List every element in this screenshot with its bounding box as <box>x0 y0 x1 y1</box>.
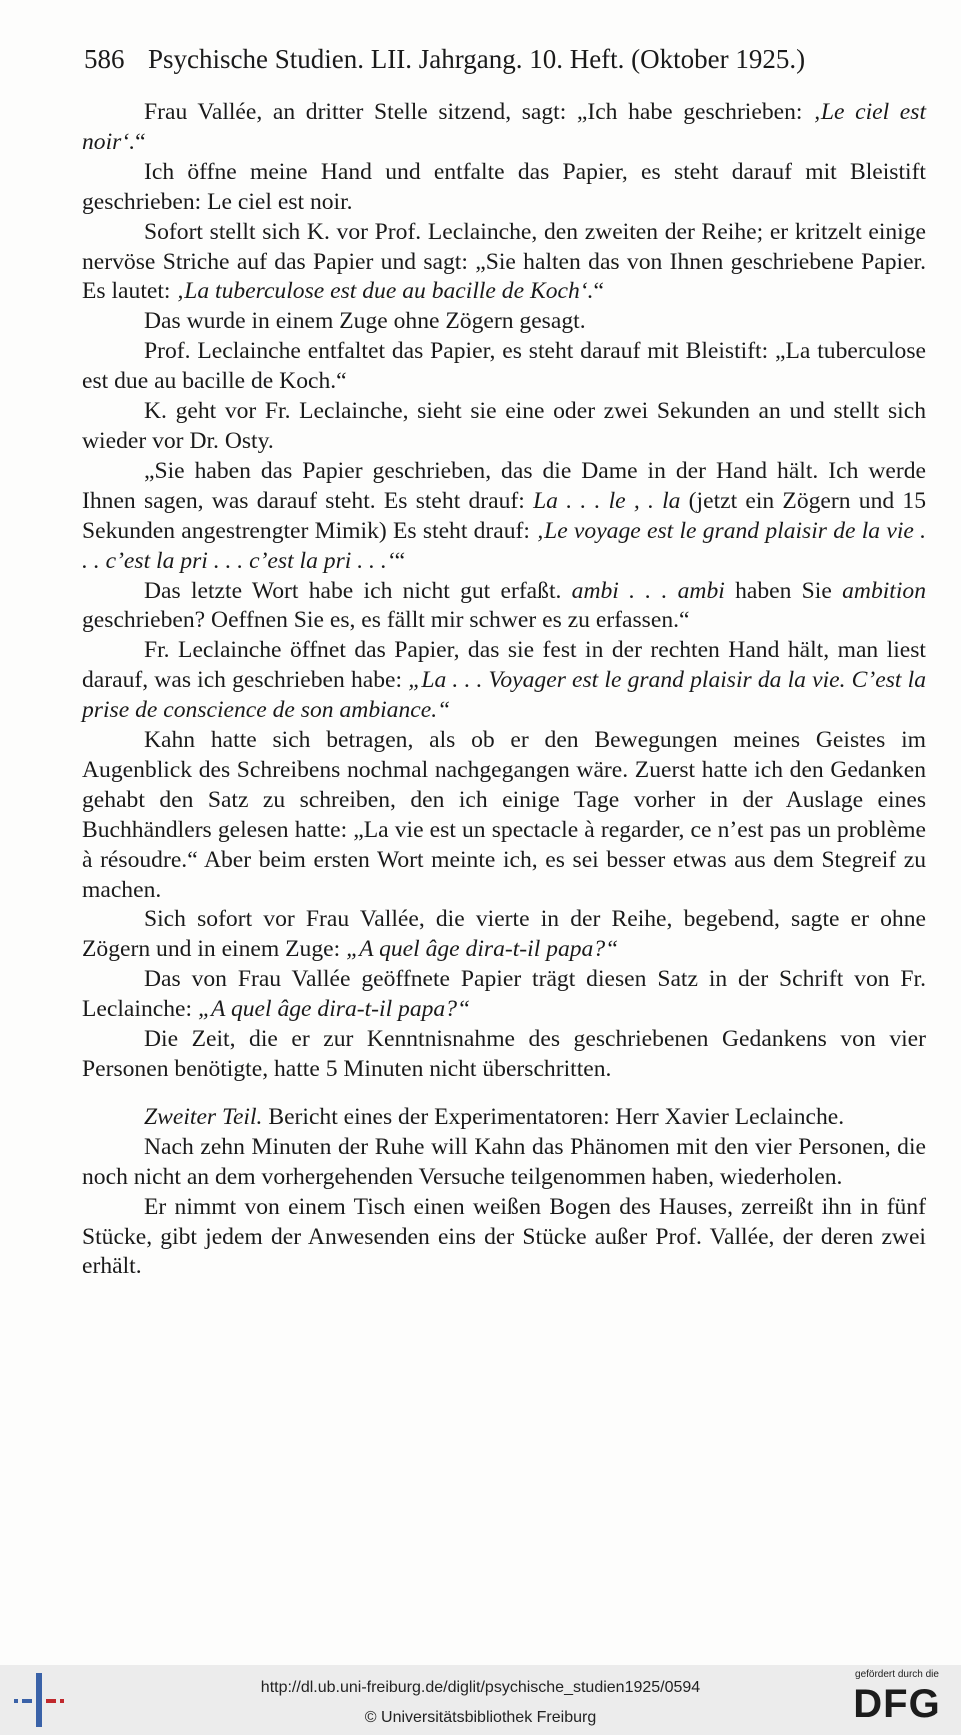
paragraph <box>82 98 926 158</box>
text-run: K. geht vor Fr. Leclainche, sieht sie eine oder zwei Sekunden an und stellt sich wieder vor Dr. Osty. <box>82 398 926 454</box>
text-run: Die Zeit, die er zur Kenntnisnahme des geschriebenen Gedankens von vier Personen benötigte, hatte 5 Minuten nicht überschritten. <box>82 1026 926 1082</box>
text-run: “ <box>135 128 146 155</box>
text-run: Fr. Leclainche öffnet das Papier, das sie fest in der rechten Hand hält, man liest darauf, was ich geschrieben habe: <box>82 637 926 694</box>
text-run: “ <box>394 547 406 574</box>
text-run: geschrieben? Oeffnen Sie es, es fällt mir schwer es zu erfassen.“ <box>82 607 690 634</box>
paragraph <box>82 158 926 218</box>
italic-run: „A quel âge dira-t-il papa?“ <box>346 936 619 963</box>
text-run: „Sie haben das Papier geschrieben, das die Dame in der Hand hält. Ich werde Ihnen sagen, was darauf steht. Es steht drauf: <box>82 457 926 514</box>
italic-run: ambi . . . ambi <box>571 577 725 604</box>
paragraph <box>82 905 926 965</box>
italic-run: ‚Le voyage est le grand plaisir de la vie . . . c’est la pri . . . c’est la pri . . .‘ <box>82 517 927 574</box>
text-run: “ <box>593 278 605 305</box>
dfg-logo <box>845 1669 949 1731</box>
paragraph <box>82 1193 926 1283</box>
paragraph <box>82 218 926 308</box>
italic-run: „A quel âge dira-t-il papa?“ <box>197 996 471 1023</box>
paragraph <box>82 397 926 457</box>
paragraph <box>82 1103 926 1133</box>
italic-run: ‚Le ciel est noir‘. <box>82 99 926 155</box>
italic-run: ambition <box>842 577 927 604</box>
permalink[interactable]: http://dl.ub.uni-freiburg.de/diglit/psychische_studien1925/0594 <box>260 1679 701 1696</box>
text-run: Nach zehn Minuten der Ruhe will Kahn das Phänomen mit den vier Personen, die noch nicht an dem vorhergehenden Versuche teilgenommen haben, wiederholen. <box>82 1133 926 1190</box>
text-run: (jetzt ein Zögern und 15 Sekunden angestrengter Mimik) Es steht drauf: <box>82 487 926 544</box>
paragraph <box>82 457 926 577</box>
paragraph <box>82 577 926 637</box>
footer-bar <box>0 1665 961 1735</box>
running-header <box>84 44 874 75</box>
italic-run: ‚La tuberculose est due au bacille de Koch‘. <box>176 278 594 305</box>
page-number: 586 <box>84 44 125 74</box>
paragraph <box>82 965 926 1025</box>
italic-run: „La . . . Voyager est le grand plaisir da la vie. C’est la prise de conscience de son ambiance.“ <box>82 667 926 724</box>
text-run: Sofort stellt sich K. vor Prof. Leclainche, den zweiten der Reihe; er kritzelt einige nervöse Striche auf das Papier und sagt: „Sie halten das von Ihnen geschriebene Papier. Es lautet: <box>82 218 926 305</box>
dfg-wordmark: DFG <box>853 1682 941 1726</box>
funder-caption: gefördert durch die <box>855 1669 939 1680</box>
paragraph <box>82 1025 926 1085</box>
italic-run: Zweiter Teil. <box>144 1103 263 1130</box>
paragraph <box>82 726 926 905</box>
paragraph <box>82 337 926 397</box>
text-run: Das wurde in einem Zuge ohne Zögern gesagt. <box>144 308 586 335</box>
paragraph <box>82 636 926 726</box>
text-run: Ich öffne meine Hand und entfalte das Papier, es steht darauf mit Bleistift geschrieben: Le ciel est noir. <box>82 158 926 215</box>
copyright-notice: © Universitätsbibliothek Freiburg <box>364 1709 597 1726</box>
text-run: Kahn hatte sich betragen, als ob er den Bewegungen meines Geistes im Augenblick des Schreibens nochmal nachgegangen wäre. Zuerst hatte ich den Gedanken gehabt den Satz zu schreiben, den ich einige Tage vorher in der Auslage eines Buchhändlers gelesen hatte: „La vie est un spectacle à regarder, ce n’est pas un problème à résoudre.“ Aber beim ersten Wort meinte ich, es sei besser etwas aus dem Stegreif zu machen. <box>82 727 926 903</box>
text-run: Das von Frau Vallée geöffnete Papier trägt diesen Satz in der Schrift von Fr. Leclainche: <box>82 966 926 1023</box>
text-run: Frau Vallée, an dritter Stelle sitzend, sagt: „Ich habe geschrieben: <box>144 99 814 125</box>
italic-run: La . . . le , . la <box>533 487 681 514</box>
text-run: Sich sofort vor Frau Vallée, die vierte in der Reihe, begebend, sagte er ohne Zögern und in einem Zuge: <box>82 906 926 963</box>
text-run: Das letzte Wort habe ich nicht gut erfaßt. <box>144 577 572 604</box>
running-title: Psychische Studien. LII. Jahrgang. 10. Heft. (Oktober 1925.) <box>148 44 806 74</box>
body-text <box>82 98 926 1282</box>
text-run: Er nimmt von einem Tisch einen weißen Bogen des Hauses, zerreißt ihn in fünf Stücke, gibt jedem der Anwesenden eins der Stücke außer Prof. Vallée, der deren zwei erhält. <box>82 1193 926 1280</box>
paragraph <box>82 307 926 337</box>
paragraph <box>82 1133 926 1193</box>
text-run: haben Sie <box>724 577 843 604</box>
text-run: Prof. Leclainche entfaltet das Papier, es steht darauf mit Bleistift: „La tuberculose est due au bacille de Koch.“ <box>82 338 926 395</box>
text-run: Bericht eines der Experimentatoren: Herr Xavier Leclainche. <box>262 1103 845 1130</box>
